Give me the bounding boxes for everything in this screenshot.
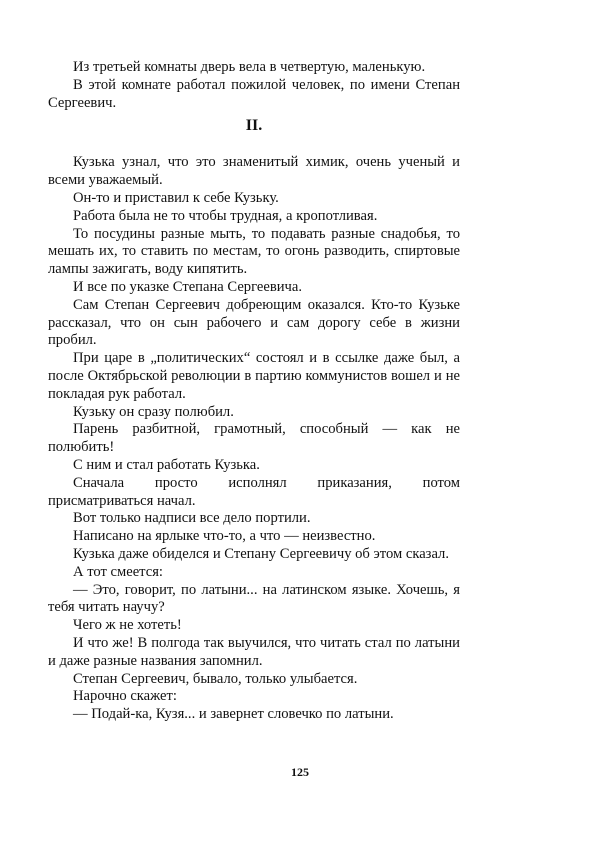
paragraph: В этой комнате работал пожилой человек, по имени Степан Сергеевич. — [48, 76, 460, 111]
paragraph: Кузьку он сразу полюбил. — [73, 403, 234, 420]
paragraph: — Это, говорит, по латыни... на латинском языке. Хочешь, я тебя читать научу? — [48, 581, 460, 616]
paragraph: Из третьей комнаты дверь вела в четвертую, маленькую. — [73, 59, 426, 75]
page-number: 125 — [291, 765, 309, 779]
paragraph: С ним и стал работать Кузька. — [73, 456, 260, 473]
paragraph: Работа была не то чтобы трудная, а кропотливая. — [73, 207, 378, 224]
paragraph: — Подай-ка, Кузя... и завернет словечко по латыни. — [73, 706, 394, 723]
paragraph: Написано на ярлыке что-то, а что — неизвестно. — [73, 528, 376, 545]
paragraph: Парень разбитной, грамотный, способный — как не полюбить! — [48, 421, 460, 456]
paragraph: Сначала просто исполнял приказания, потом присматриваться начал. — [48, 474, 460, 509]
paragraph: И все по указке Степана Сергеевича. — [73, 278, 303, 295]
paragraph: Кузька узнал, что это знаменитый химик, очень ученый и всеми уважаемый. — [48, 154, 460, 189]
paragraph: Сам Степан Сергеевич добреющим оказался. Кто-то Кузьке рассказал, что он сын рабочего и сам дорогу себе в жизни пробил. — [48, 296, 460, 349]
paragraph: Он-то и приставил к себе Кузьку. — [73, 189, 279, 206]
paragraph: Чего ж не хотеть! — [73, 617, 182, 634]
paragraph: Степан Сергеевич, бывало, только улыбается. — [73, 670, 358, 687]
paragraph: При царе в „политических“ состоял и в ссылке даже был, а после Октябрьской революции в партию коммунистов вошел и не покладая рук работал. — [48, 350, 460, 402]
chapter-heading: II. — [245, 117, 263, 135]
paragraph: То посудины разные мыть, то подавать разные снадобья, то мешать их, то ставить по местам, то огонь разводить, спиртовые лампы зажигать, воду кипятить. — [48, 225, 460, 278]
paragraph: И что же! В полгода так выучился, что читать стал по латыни и даже разные названия запомнил. — [48, 634, 460, 669]
paragraph: Нарочно скажет: — [73, 688, 177, 705]
paragraph: А тот смеется: — [73, 563, 163, 580]
body-text — [48, 59, 460, 724]
paragraph: Вот только надписи все дело портили. — [73, 510, 311, 527]
paragraph: Кузька даже обиделся и Степану Сергеевичу об этом сказал. — [73, 545, 449, 562]
